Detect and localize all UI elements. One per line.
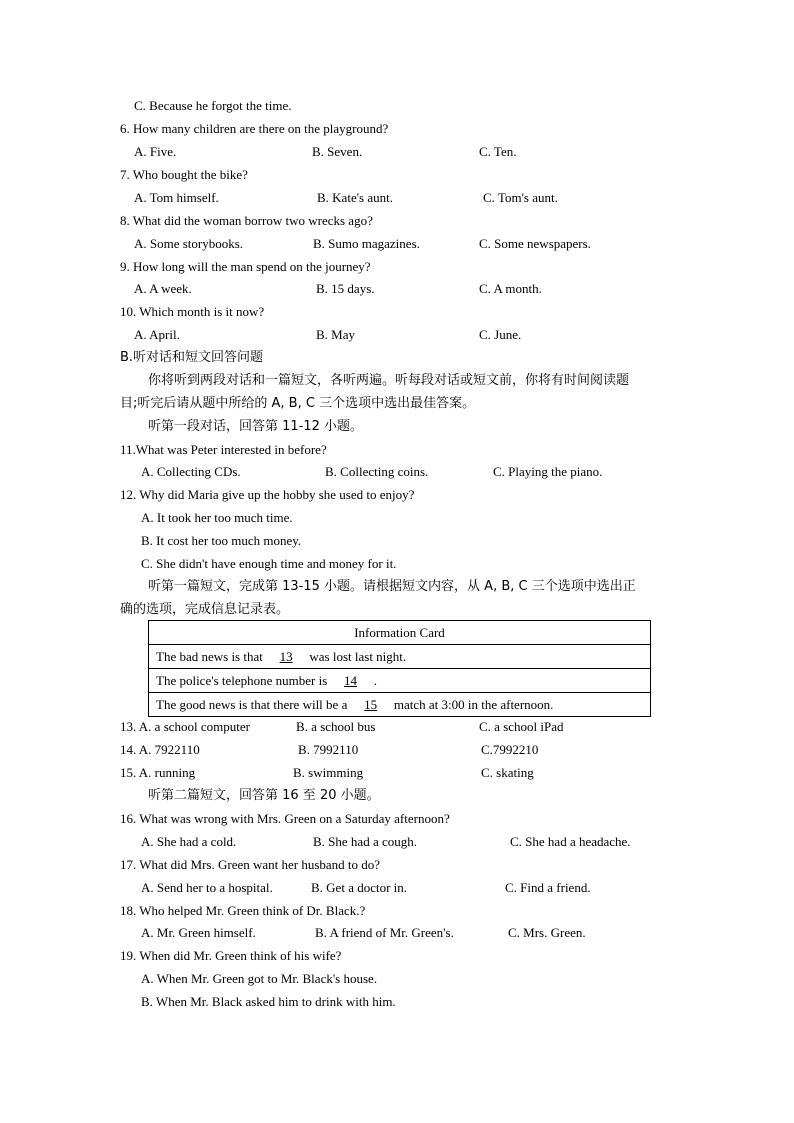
section-b-intro-line1: 你将听到两段对话和一篇短文，各听两遍。听每段对话或短文前，你将有时间阅读题 xyxy=(148,373,630,388)
q7-question: 7. Who bought the bike? xyxy=(120,167,248,182)
section-b-title: B.听对话和短文回答问题 xyxy=(120,350,264,365)
q11-option-a: A. Collecting CDs. xyxy=(141,464,241,479)
q12-question: 12. Why did Maria give up the hobby she used to enjoy? xyxy=(120,487,415,502)
q13-option-c: C. a school iPad xyxy=(479,719,564,734)
q13-option-a: 13. A. a school computer xyxy=(120,719,250,734)
q16-question: 16. What was wrong with Mrs. Green on a Saturday afternoon? xyxy=(120,811,450,826)
card-row-15-prefix: The good news is that there will be a xyxy=(156,697,348,712)
card-row-14-prefix: The police's telephone number is xyxy=(156,673,328,688)
q18-option-c: C. Mrs. Green. xyxy=(508,925,586,940)
q10-option-c: C. June. xyxy=(479,327,522,342)
q17-option-b: B. Get a doctor in. xyxy=(311,880,408,895)
q16-option-a: A. She had a cold. xyxy=(141,834,237,849)
q8-option-c: C. Some newspapers. xyxy=(479,236,591,251)
q13-option-b: B. a school bus xyxy=(296,719,376,734)
q15-option-a: 15. A. running xyxy=(120,765,196,780)
card-row-13-suffix: was lost last night. xyxy=(309,649,407,664)
q9-option-b: B. 15 days. xyxy=(316,281,375,296)
q12-option-c: C. She didn't have enough time and money for it. xyxy=(141,556,397,571)
q6-option-b: B. Seven. xyxy=(312,144,363,159)
card-row-15-suffix: match at 3:00 in the afternoon. xyxy=(393,697,554,712)
q16-option-c: C. She had a headache. xyxy=(510,834,631,849)
q5-option-c: C. Because he forgot the time. xyxy=(134,98,292,113)
q11-option-b: B. Collecting coins. xyxy=(325,464,429,479)
passage1-instruction-line2: 确的选项，完成信息记录表。 xyxy=(120,602,290,617)
section-b-intro-line2: 目;听完后请从题中所给的 A, B, C 三个选项中选出最佳答案。 xyxy=(120,396,476,411)
q6-option-c: C. Ten. xyxy=(479,144,517,159)
blank-14: 14 xyxy=(344,673,358,688)
information-card xyxy=(148,620,651,717)
q17-option-a: A. Send her to a hospital. xyxy=(141,880,273,895)
card-title: Information Card xyxy=(354,625,445,640)
q9-option-c: C. A month. xyxy=(479,281,542,296)
q12-option-b: B. It cost her too much money. xyxy=(141,533,302,548)
q10-option-a: A. April. xyxy=(134,327,180,342)
card-row-14 xyxy=(149,668,650,692)
passage1-instruction-line1: 听第一篇短文，完成第 13-15 小题。请根据短文内容，从 A, B, C 三个选项中选出正 xyxy=(148,579,636,594)
dialog1-instruction: 听第一段对话，回答第 11-12 小题。 xyxy=(148,419,364,434)
q11-question: 11.What was Peter interested in before? xyxy=(120,442,327,457)
q14-option-b: B. 7992110 xyxy=(298,742,359,757)
q11-option-c: C. Playing the piano. xyxy=(493,464,603,479)
q19-question: 19. When did Mr. Green think of his wife? xyxy=(120,948,342,963)
q8-question: 8. What did the woman borrow two wrecks ago? xyxy=(120,213,373,228)
card-row-13-prefix: The bad news is that xyxy=(156,649,263,664)
q8-option-a: A. Some storybooks. xyxy=(134,236,244,251)
q6-question: 6. How many children are there on the playground? xyxy=(120,121,389,136)
q18-question: 18. Who helped Mr. Green think of Dr. Black.? xyxy=(120,903,366,918)
q19-option-b: B. When Mr. Black asked him to drink with him. xyxy=(141,994,396,1009)
q10-question: 10. Which month is it now? xyxy=(120,304,265,319)
q15-option-b: B. swimming xyxy=(293,765,364,780)
q18-option-b: B. A friend of Mr. Green's. xyxy=(315,925,454,940)
blank-13: 13 xyxy=(279,649,293,664)
q16-option-b: B. She had a cough. xyxy=(313,834,417,849)
q9-question: 9. How long will the man spend on the journey? xyxy=(120,259,371,274)
q6-option-a: A. Five. xyxy=(134,144,177,159)
q7-option-b: B. Kate's aunt. xyxy=(317,190,393,205)
card-row-13 xyxy=(149,644,650,668)
q19-option-a: A. When Mr. Green got to Mr. Black's house. xyxy=(141,971,378,986)
q17-question: 17. What did Mrs. Green want her husband to do? xyxy=(120,857,381,872)
q15-option-c: C. skating xyxy=(481,765,534,780)
card-row-15 xyxy=(149,692,650,716)
q14-option-a: 14. A. 7922110 xyxy=(120,742,200,757)
q12-option-a: A. It took her too much time. xyxy=(141,510,293,525)
q18-option-a: A. Mr. Green himself. xyxy=(141,925,256,940)
q10-option-b: B. May xyxy=(316,327,355,342)
q17-option-c: C. Find a friend. xyxy=(505,880,591,895)
q8-option-b: B. Sumo magazines. xyxy=(313,236,420,251)
card-row-14-suffix: . xyxy=(373,673,378,688)
passage2-instruction: 听第二篇短文，回答第 16 至 20 小题。 xyxy=(148,788,380,803)
q14-option-c: C.7992210 xyxy=(481,742,539,757)
q7-option-c: C. Tom's aunt. xyxy=(483,190,558,205)
q9-option-a: A. A week. xyxy=(134,281,192,296)
blank-15: 15 xyxy=(364,697,378,712)
q7-option-a: A. Tom himself. xyxy=(134,190,219,205)
